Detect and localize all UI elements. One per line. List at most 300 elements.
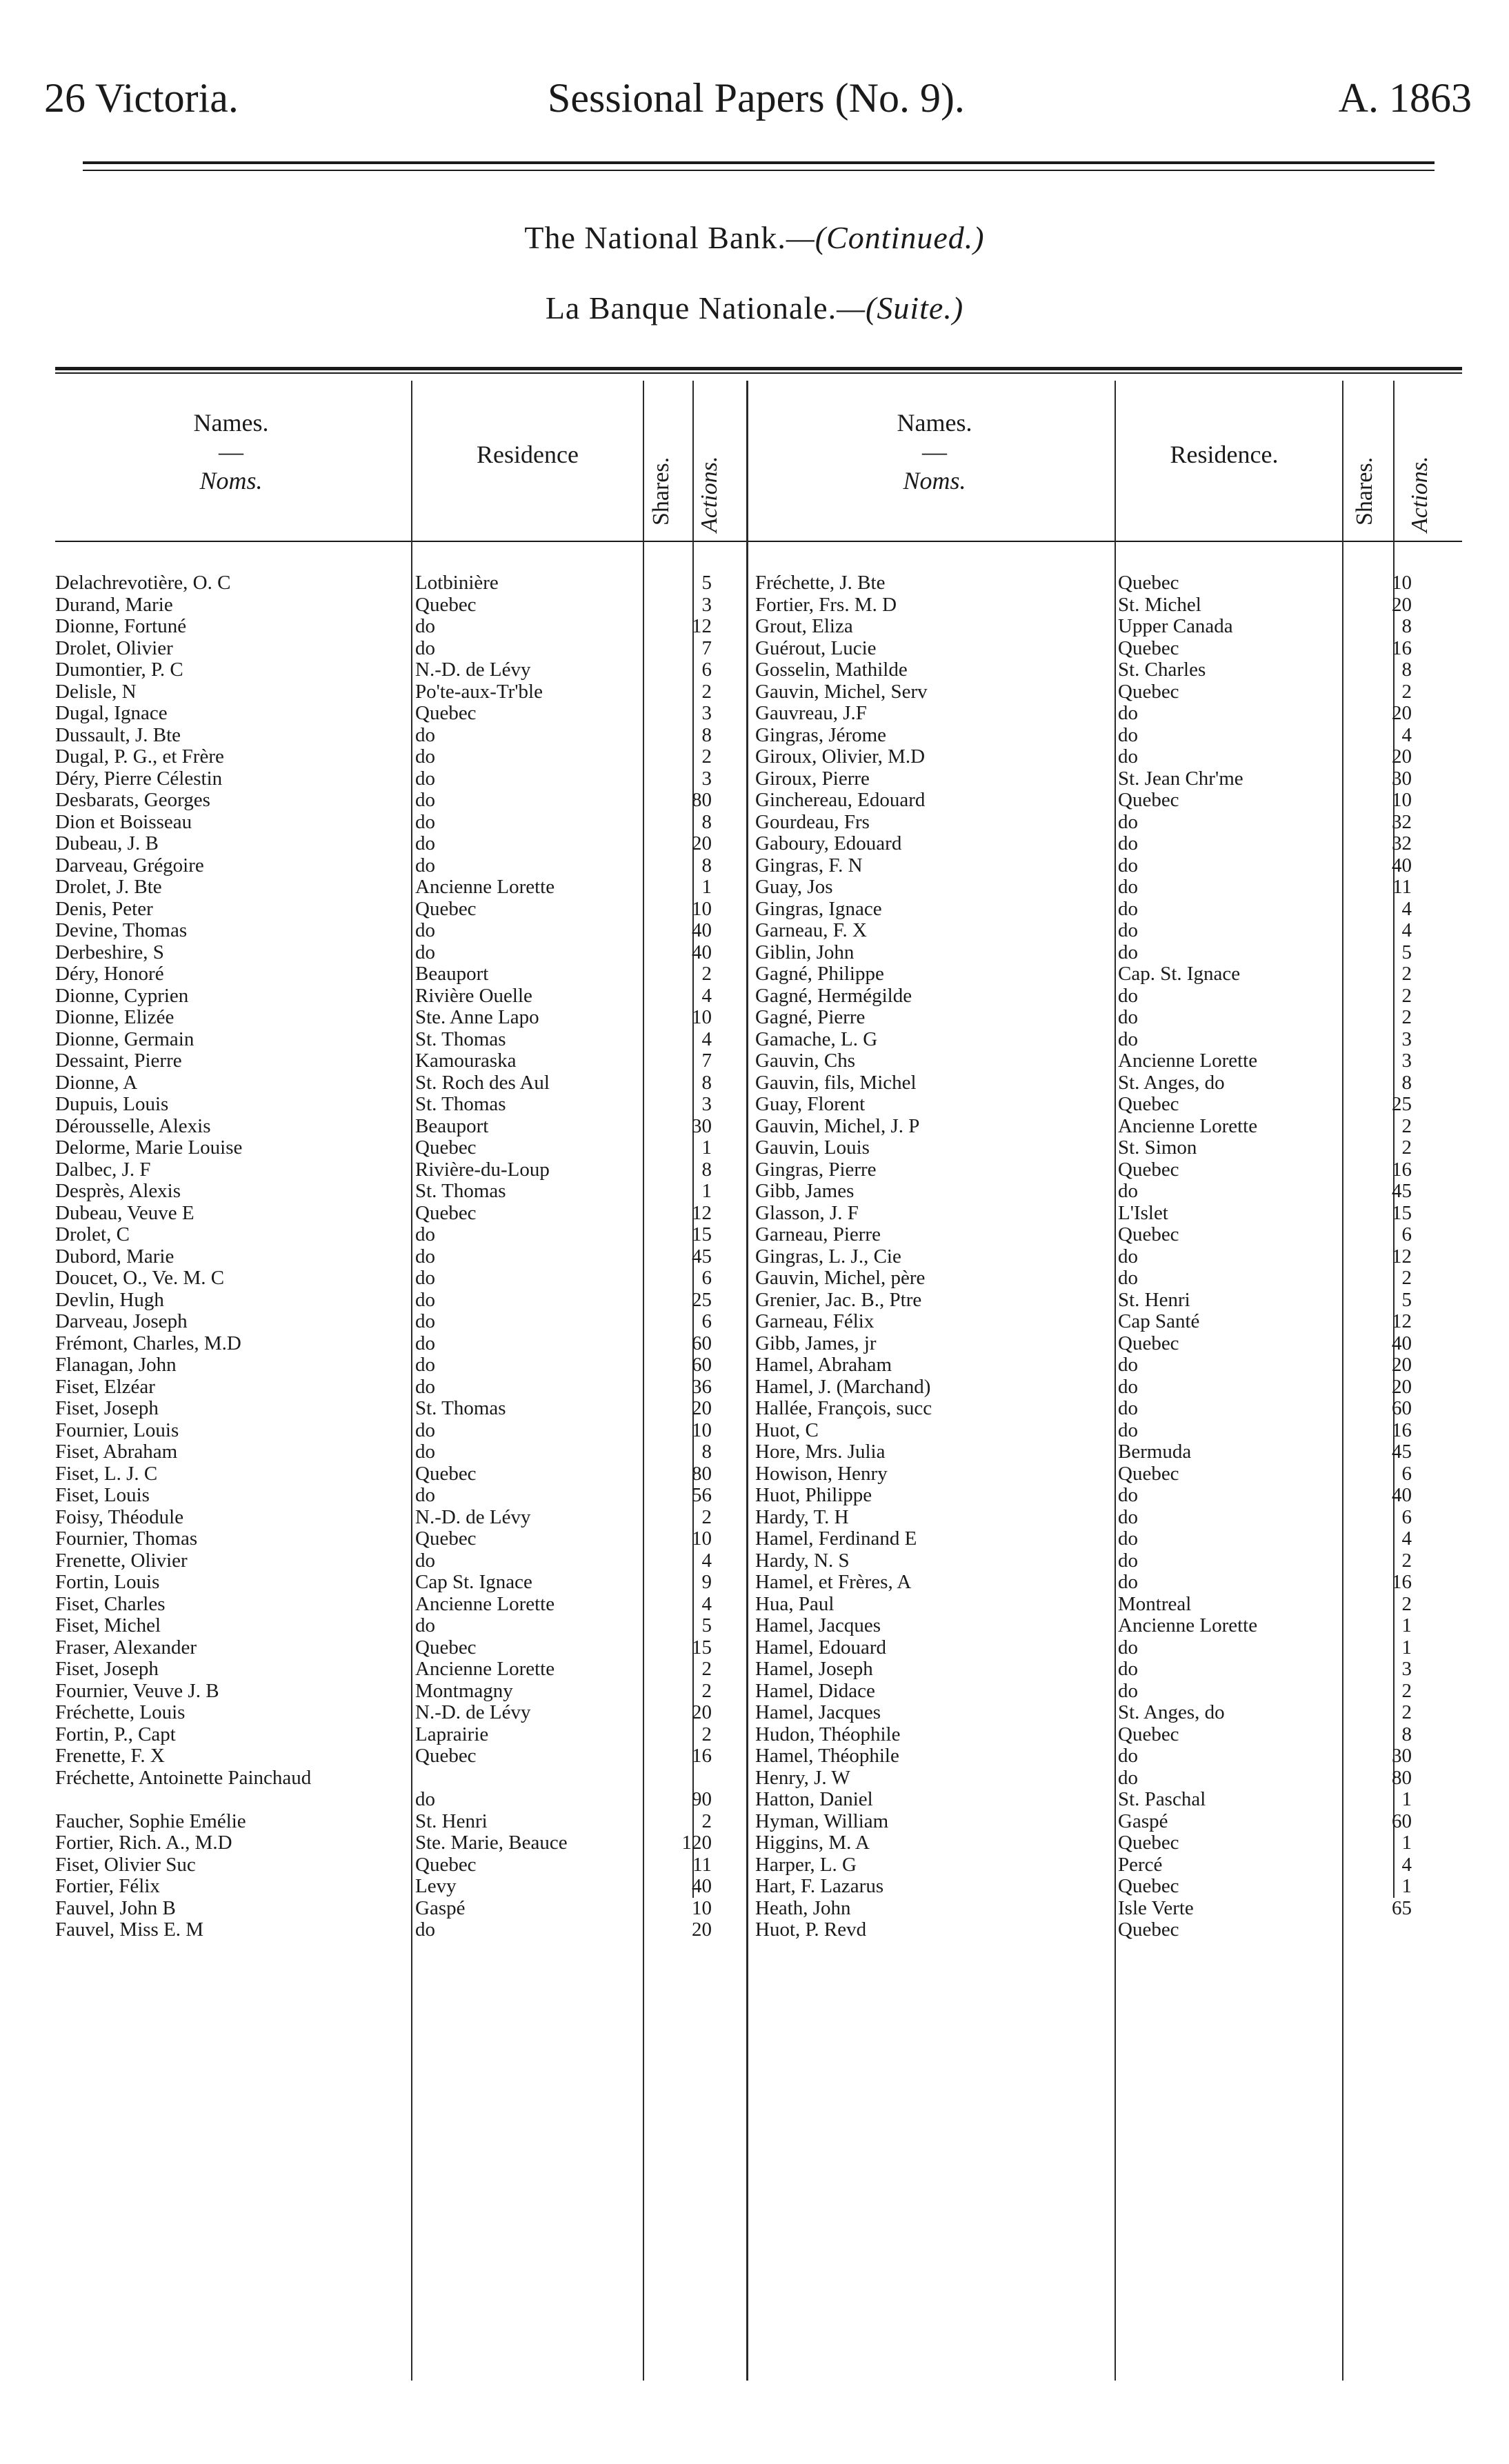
shareholder-shares: 2 (1401, 1007, 1412, 1028)
title-english-suffix: —(Continued.) (786, 220, 985, 255)
table-row (55, 1029, 745, 1051)
table-row (755, 1137, 1445, 1159)
shareholder-shares: 2 (701, 1810, 712, 1832)
shareholder-shares: 16 (1392, 1419, 1412, 1441)
shareholder-residence: do (1118, 1398, 1138, 1419)
shareholder-name: Hamel, Joseph (755, 1659, 873, 1680)
shareholder-shares: 60 (1392, 1810, 1412, 1832)
shareholder-residence: do (415, 724, 435, 746)
table-row (755, 1767, 1445, 1790)
table-row (755, 942, 1445, 964)
shareholder-shares: 1 (1401, 1876, 1412, 1897)
table-row (755, 1876, 1445, 1898)
shareholder-shares: 20 (1392, 1354, 1412, 1376)
shareholder-residence: Percé (1118, 1854, 1163, 1876)
shareholder-name: Garneau, Félix (755, 1311, 875, 1332)
shareholder-name: Desprès, Alexis (55, 1181, 181, 1202)
table-row (55, 899, 745, 921)
shareholder-residence: do (415, 1224, 435, 1245)
table-row (755, 985, 1445, 1008)
shareholder-name: Dionne, Germain (55, 1028, 194, 1050)
shareholder-shares: 8 (1401, 1072, 1412, 1094)
shareholder-shares: 25 (1392, 1094, 1412, 1115)
shareholder-residence: do (415, 1615, 435, 1636)
shareholder-residence: do (1118, 1745, 1138, 1767)
shareholder-name: Delachrevotière, O. C (55, 572, 231, 594)
shareholder-residence: Ancienne Lorette (415, 877, 555, 898)
table-row (755, 594, 1445, 617)
col-names-left: Names. — Noms. (193, 409, 269, 494)
table-row (755, 1659, 1445, 1681)
shareholder-residence: do (1118, 1485, 1138, 1506)
table-row (55, 1203, 745, 1225)
table-row (55, 1659, 745, 1681)
shareholder-residence: Quebec (415, 1636, 477, 1659)
shareholder-residence: do (415, 1311, 435, 1332)
shareholder-shares: 30 (1392, 1745, 1412, 1767)
table-row (55, 1832, 745, 1854)
shareholder-name: Hamel, Ferdinand E (755, 1528, 917, 1550)
shareholder-residence: do (1118, 833, 1138, 854)
title-french-main: La Banque Nationale. (545, 290, 837, 325)
right-column-entries (755, 572, 1445, 1941)
shareholder-shares: 2 (1401, 963, 1412, 985)
shareholder-shares: 3 (1401, 1659, 1412, 1680)
shareholder-residence: Rivière Ouelle (415, 985, 532, 1007)
table-row (755, 1094, 1445, 1116)
shareholder-residence: do (415, 833, 435, 854)
shareholder-shares: 1 (1401, 1636, 1412, 1659)
table-row (55, 963, 745, 985)
table-row (755, 1311, 1445, 1333)
table-row (755, 1637, 1445, 1659)
table-row (55, 681, 745, 703)
shareholder-residence: St. Thomas (415, 1181, 506, 1202)
table-row (55, 1137, 745, 1159)
shareholder-name: Fournier, Louis (55, 1419, 179, 1441)
shareholder-residence: Ancienne Lorette (1118, 1050, 1258, 1072)
table-row (55, 1050, 745, 1072)
shareholder-residence: Quebec (415, 1463, 477, 1485)
shareholder-residence: do (1118, 1767, 1138, 1789)
table-row (55, 1572, 745, 1594)
shareholder-residence: do (415, 1268, 435, 1289)
shareholder-name: Giblin, John (755, 941, 855, 963)
shareholder-shares: 20 (1392, 746, 1412, 768)
shareholder-shares: 36 (692, 1376, 712, 1398)
shareholder-shares: 2 (1401, 1268, 1412, 1289)
table-row (755, 899, 1445, 921)
shareholder-shares: 20 (1392, 1376, 1412, 1398)
table-row (55, 638, 745, 660)
shareholder-residence: do (1118, 1245, 1138, 1268)
shareholder-residence: Po'te-aux-Tr'ble (415, 681, 543, 703)
table-row (55, 1724, 745, 1746)
table-row (755, 1224, 1445, 1246)
table-row (755, 855, 1445, 877)
shareholder-name: Dionne, Fortuné (55, 616, 187, 637)
shareholder-residence: St. Anges, do (1118, 1702, 1225, 1723)
shareholder-residence: Quebec (415, 1137, 477, 1159)
shareholder-shares: 12 (1392, 1245, 1412, 1268)
shareholder-shares: 10 (692, 1007, 712, 1028)
shareholder-residence: Beauport (415, 963, 489, 985)
table-row (755, 1811, 1445, 1833)
shareholder-residence: do (1118, 703, 1138, 724)
shareholder-shares: 1 (1401, 1615, 1412, 1636)
shareholder-name: Dubeau, Veuve E (55, 1202, 194, 1224)
shareholder-residence: Quebec (415, 1528, 477, 1550)
shareholder-shares: 32 (1392, 833, 1412, 854)
shareholder-residence: do (1118, 1354, 1138, 1376)
left-column-entries (55, 572, 745, 1941)
shareholder-name: Frenette, F. X (55, 1745, 165, 1767)
shareholder-residence: Montmagny (415, 1680, 513, 1702)
shareholder-name: Garneau, F. X (755, 920, 867, 941)
shareholder-residence: N.-D. de Lévy (415, 659, 531, 681)
shareholder-residence: do (415, 1354, 435, 1376)
shareholder-shares: 8 (701, 811, 712, 833)
shareholder-residence: do (415, 746, 435, 768)
table-row (55, 1181, 745, 1203)
shareholder-name: Drolet, C (55, 1224, 130, 1245)
shareholder-name: Hamel, Didace (755, 1680, 875, 1702)
shareholder-name: Dubord, Marie (55, 1245, 174, 1268)
shareholder-name: Giroux, Olivier, M.D (755, 746, 926, 768)
shareholder-shares: 20 (1392, 594, 1412, 616)
table-row (55, 1528, 745, 1550)
shareholder-name: Fréchette, J. Bte (755, 572, 886, 594)
table-row (755, 746, 1445, 768)
shareholder-name: Giroux, Pierre (755, 768, 870, 790)
shareholder-name: Gosselin, Mathilde (755, 659, 908, 681)
shareholder-shares: 20 (692, 1702, 712, 1723)
shareholder-residence: do (1118, 1028, 1138, 1050)
shareholder-residence: do (415, 1376, 435, 1398)
shareholder-name: Fauvel, John B (55, 1897, 176, 1919)
shareholder-shares: 1 (1401, 1832, 1412, 1854)
shareholder-name: Gamache, L. G (755, 1028, 878, 1050)
shareholder-shares: 2 (701, 746, 712, 768)
shareholder-shares: 6 (1401, 1506, 1412, 1528)
shareholder-shares: 90 (692, 1789, 712, 1810)
shareholder-residence: do (415, 1789, 435, 1810)
shareholder-shares: 4 (701, 1028, 712, 1050)
shareholder-residence: Quebec (415, 1745, 477, 1767)
shareholder-name: Dionne, Elizée (55, 1007, 174, 1028)
shareholder-residence: Quebec (415, 898, 477, 920)
table-row (755, 1333, 1445, 1355)
table-rule-header (55, 541, 1462, 542)
shareholder-shares: 40 (692, 941, 712, 963)
shareholder-shares: 10 (692, 1528, 712, 1550)
table-row (55, 725, 745, 747)
shareholder-name: Hallée, François, succ (755, 1398, 932, 1419)
shareholder-name: Hamel, Théophile (755, 1745, 899, 1767)
shareholder-residence: Quebec (1118, 1919, 1179, 1941)
shareholder-shares: 15 (692, 1224, 712, 1245)
header-rule-bottom (83, 170, 1435, 171)
shareholder-residence: do (415, 1289, 435, 1311)
shareholder-name: Gauvin, fils, Michel (755, 1072, 917, 1094)
shareholder-name: Ginchereau, Edouard (755, 790, 926, 811)
table-row (55, 1420, 745, 1442)
shareholder-shares: 7 (701, 1050, 712, 1072)
shareholder-residence: Quebec (1118, 1832, 1179, 1854)
shareholder-name: Déry, Honoré (55, 963, 164, 985)
shareholder-residence: do (415, 1419, 435, 1441)
table-row (755, 1832, 1445, 1854)
table-row (755, 681, 1445, 703)
table-row (55, 1246, 745, 1268)
shareholder-shares: 40 (692, 920, 712, 941)
shareholder-residence: do (1118, 1550, 1138, 1572)
table-row (755, 1789, 1445, 1811)
table-row (755, 1290, 1445, 1312)
shareholder-shares: 5 (1401, 1289, 1412, 1311)
shareholder-shares: 15 (1392, 1202, 1412, 1224)
table-row (55, 1290, 745, 1312)
shareholder-shares: 2 (1401, 1115, 1412, 1137)
shareholder-shares: 60 (692, 1332, 712, 1354)
shareholder-shares: 6 (1401, 1224, 1412, 1245)
shareholder-residence: do (1118, 985, 1138, 1007)
shareholder-residence: Ancienne Lorette (415, 1659, 555, 1680)
shareholder-name: Dessaint, Pierre (55, 1050, 182, 1072)
shareholder-shares: 25 (692, 1289, 712, 1311)
shareholder-name: Gagné, Pierre (755, 1007, 866, 1028)
shareholder-residence: Gaspé (1118, 1810, 1168, 1832)
shareholder-name: Fortier, Félix (55, 1876, 160, 1897)
title-french-suffix: —(Suite.) (837, 290, 964, 325)
table-row (755, 1029, 1445, 1051)
shareholder-shares: 2 (701, 1506, 712, 1528)
shareholder-residence: Quebec (1118, 1094, 1179, 1115)
title-french (0, 290, 1509, 326)
shareholder-name: Dérousselle, Alexis (55, 1115, 211, 1137)
shareholder-residence: do (415, 920, 435, 941)
shareholder-shares: 11 (1392, 877, 1412, 898)
shareholder-name: Howison, Henry (755, 1463, 888, 1485)
shareholder-shares: 8 (701, 1159, 712, 1181)
table-row (755, 1615, 1445, 1637)
shareholder-name: Devlin, Hugh (55, 1289, 164, 1311)
shareholder-shares: 3 (1401, 1050, 1412, 1072)
shareholder-shares: 5 (1401, 941, 1412, 963)
shareholder-name: Dalbec, J. F (55, 1159, 151, 1181)
shareholder-shares: 12 (1392, 1311, 1412, 1332)
shareholder-name: Gauvreau, J.F (755, 703, 867, 724)
shareholder-residence: St. Simon (1118, 1137, 1197, 1159)
table-row (755, 703, 1445, 725)
shareholder-name: Drolet, J. Bte (55, 877, 162, 898)
shareholder-name: Dion et Boisseau (55, 811, 192, 833)
shareholder-shares: 2 (701, 1680, 712, 1702)
shareholder-residence: St. Thomas (415, 1398, 506, 1419)
shareholder-residence: Rivière-du-Loup (415, 1159, 550, 1181)
shareholder-shares: 60 (692, 1354, 712, 1376)
shareholder-name: Fiset, Olivier Suc (55, 1854, 196, 1876)
shareholder-residence: St. Anges, do (1118, 1072, 1225, 1094)
shareholder-residence: Cap. St. Ignace (1118, 963, 1241, 985)
table-row (755, 1898, 1445, 1920)
shareholder-shares: 6 (701, 659, 712, 681)
table-row (755, 790, 1445, 812)
shareholder-residence: Quebec (1118, 1159, 1179, 1181)
shareholder-shares: 2 (1401, 1680, 1412, 1702)
shareholder-name: Dubeau, J. B (55, 833, 159, 854)
shareholder-shares: 1 (1401, 1789, 1412, 1810)
shareholder-shares: 6 (701, 1311, 712, 1332)
col-actions-right: Actions. (1407, 456, 1432, 532)
table-row (755, 1246, 1445, 1268)
shareholder-name: Hardy, N. S (755, 1550, 850, 1572)
shareholder-name: Huot, P. Revd (755, 1919, 867, 1941)
shareholder-name: Fiset, Michel (55, 1615, 161, 1636)
table-row (55, 1485, 745, 1507)
shareholder-residence: Cap Santé (1118, 1311, 1200, 1332)
shareholder-shares: 40 (1392, 854, 1412, 877)
shareholder-name: Fortin, Louis (55, 1572, 160, 1593)
shareholder-shares: 15 (692, 1636, 712, 1659)
shareholder-residence: Beauport (415, 1115, 489, 1137)
shareholder-name: Fortier, Rich. A., M.D (55, 1832, 232, 1854)
shareholder-name: Hudon, Théophile (755, 1723, 901, 1745)
shareholder-shares: 20 (692, 1919, 712, 1941)
table-row (55, 1441, 745, 1463)
table-row (55, 1854, 745, 1876)
shareholder-shares: 4 (1401, 1854, 1412, 1876)
shareholder-name: Fortier, Frs. M. D (755, 594, 897, 616)
shareholder-residence: do (1118, 1636, 1138, 1659)
table-row (55, 1507, 745, 1529)
table-row (55, 1919, 745, 1941)
shareholder-name: Guay, Jos (755, 877, 833, 898)
shareholder-residence: do (1118, 1007, 1138, 1028)
shareholder-shares: 2 (1401, 1702, 1412, 1723)
shareholder-shares: 80 (692, 790, 712, 811)
shareholder-shares: 65 (1392, 1897, 1412, 1919)
table-row (755, 1507, 1445, 1529)
shareholder-shares: 16 (1392, 637, 1412, 659)
shareholder-residence: do (415, 854, 435, 877)
shareholder-name: Dussault, J. Bte (55, 724, 181, 746)
title-english (0, 219, 1509, 256)
table-row (755, 1485, 1445, 1507)
shareholder-name: Hardy, T. H (755, 1506, 849, 1528)
table-row (55, 1354, 745, 1376)
shareholder-residence: do (415, 1332, 435, 1354)
table-row (755, 1550, 1445, 1572)
table-row (55, 877, 745, 899)
shareholder-residence: St. Paschal (1118, 1789, 1206, 1810)
shareholder-name: Dugal, Ignace (55, 703, 168, 724)
shareholder-name: Gourdeau, Frs (755, 811, 870, 833)
table-row (55, 1745, 745, 1767)
shareholder-residence: do (415, 1485, 435, 1506)
shareholder-residence: Quebec (1118, 1463, 1179, 1485)
shareholder-residence: do (1118, 877, 1138, 898)
shareholder-shares: 80 (1392, 1767, 1412, 1789)
table-row (55, 594, 745, 617)
shareholder-shares: 4 (701, 1550, 712, 1572)
table-row (755, 725, 1445, 747)
shareholder-shares: 8 (1401, 659, 1412, 681)
table-row (755, 1007, 1445, 1029)
table-row (755, 572, 1445, 594)
table-row (755, 1420, 1445, 1442)
shareholder-name: Grout, Eliza (755, 616, 853, 637)
shareholder-name: Gibb, James (755, 1181, 855, 1202)
shareholder-shares: 5 (701, 572, 712, 594)
shareholder-name: Drolet, Olivier (55, 637, 173, 659)
table-row (55, 1550, 745, 1572)
shareholder-shares: 40 (1392, 1485, 1412, 1506)
shareholder-shares: 10 (692, 1419, 712, 1441)
col-actions-left: Actions. (697, 456, 722, 532)
table-row (755, 1159, 1445, 1181)
table-row (755, 1116, 1445, 1138)
shareholder-residence: St. Thomas (415, 1028, 506, 1050)
shareholder-residence: do (415, 1441, 435, 1463)
shareholder-shares: 16 (1392, 1159, 1412, 1181)
header-year: A. 1863 (1338, 75, 1472, 121)
table-row (55, 1268, 745, 1290)
shareholder-name: Hamel, et Frères, A (755, 1572, 912, 1593)
col-names-right: Names. — Noms. (897, 409, 972, 494)
table-row (55, 1072, 745, 1094)
shareholder-residence: N.-D. de Lévy (415, 1506, 531, 1528)
header-rule-top (83, 161, 1435, 164)
shareholder-name: Dumontier, P. C (55, 659, 183, 681)
shareholder-residence: N.-D. de Lévy (415, 1702, 531, 1723)
table-row (55, 1637, 745, 1659)
shareholder-name: Dupuis, Louis (55, 1094, 169, 1115)
shareholder-name: Darveau, Joseph (55, 1311, 188, 1332)
shareholder-residence: St. Michel (1118, 594, 1201, 616)
shareholder-name: Darveau, Grégoire (55, 854, 204, 877)
shareholder-name: Frenette, Olivier (55, 1550, 188, 1572)
shareholder-residence: do (1118, 1506, 1138, 1528)
shareholder-name: Gingras, F. N (755, 854, 863, 877)
shareholder-residence: Laprairie (415, 1723, 489, 1745)
shareholder-shares: 8 (1401, 616, 1412, 637)
shareholder-name: Fiset, Joseph (55, 1398, 159, 1419)
shareholder-name: Devine, Thomas (55, 920, 188, 941)
shareholder-residence: do (1118, 1419, 1138, 1441)
shareholder-name: Gingras, L. J., Cie (755, 1245, 901, 1268)
table-row (55, 746, 745, 768)
table-row (55, 1398, 745, 1420)
shareholder-shares: 40 (1392, 1332, 1412, 1354)
table-row (55, 1376, 745, 1399)
shareholder-residence: Quebec (1118, 572, 1179, 594)
table-row (55, 1159, 745, 1181)
shareholder-shares: 2 (1401, 1550, 1412, 1572)
shareholder-name: Gagné, Hermégilde (755, 985, 912, 1007)
shareholder-residence: St. Roch des Aul (415, 1072, 550, 1094)
shareholder-shares: 2 (701, 963, 712, 985)
shareholder-shares: 32 (1392, 811, 1412, 833)
shareholder-residence: St. Jean Chr'me (1118, 768, 1243, 790)
table-row (755, 1572, 1445, 1594)
shareholder-name: Huot, C (755, 1419, 819, 1441)
shareholder-name: Gingras, Ignace (755, 898, 882, 920)
shareholder-name: Gagné, Philippe (755, 963, 884, 985)
shareholder-residence: do (415, 1245, 435, 1268)
shareholder-name: Hua, Paul (755, 1593, 835, 1615)
shareholder-name: Fiset, Joseph (55, 1659, 159, 1680)
